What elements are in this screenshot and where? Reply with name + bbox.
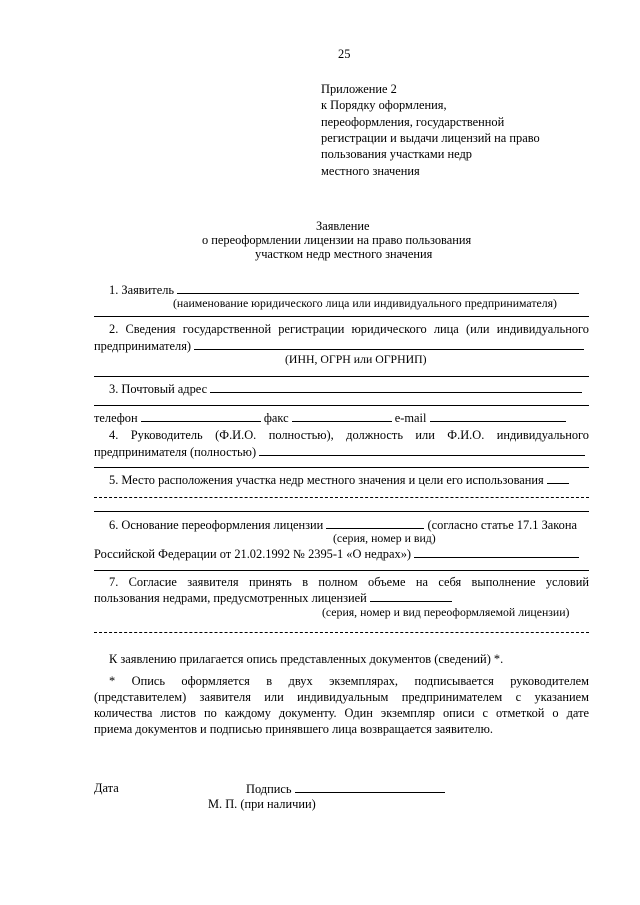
divider-line — [94, 316, 589, 317]
applicant-caption: (наименование юридического лица или индивидуального предпринимателя) — [173, 296, 557, 310]
email-input-line[interactable] — [430, 410, 566, 422]
divider-line — [94, 632, 589, 633]
location-label: 5. Место расположения участка недр местного значения и цели его использования — [109, 473, 544, 487]
location-field[interactable] — [109, 472, 569, 487]
page-number: 25 — [338, 47, 351, 61]
applicant-label: 1. Заявитель — [109, 283, 175, 297]
contacts-row — [94, 410, 566, 425]
registration-field[interactable] — [94, 338, 584, 353]
consent-caption: (серия, номер и вид переоформляемой лицензии) — [322, 605, 570, 619]
phone-label: телефон — [94, 411, 138, 425]
divider-line — [94, 511, 589, 512]
consent-label-cont: пользования недрами, предусмотренных лицензией — [94, 591, 367, 605]
date-label: Дата — [94, 781, 119, 795]
signature-label: Подпись — [246, 782, 292, 796]
applicant-field[interactable] — [109, 282, 579, 297]
manager-field[interactable] — [94, 444, 585, 459]
consent-input-line[interactable] — [370, 590, 452, 602]
basis-field[interactable] — [109, 517, 577, 532]
consent-label: 7. Согласие заявителя принять в полном объеме на себя выполнение условий — [109, 575, 589, 589]
postal-address-input-line[interactable] — [210, 381, 582, 393]
appendix-line: Приложение 2 — [321, 82, 397, 96]
basis-law-field[interactable] — [94, 546, 579, 561]
phone-input-line[interactable] — [141, 410, 261, 422]
divider-line — [94, 405, 589, 406]
applicant-input-line[interactable] — [177, 282, 579, 294]
footnote-line: приема документов и подписью принявшего лица возвращается заявителю. — [94, 722, 493, 736]
basis-caption: (серия, номер и вид) — [333, 531, 436, 545]
basis-law-label: Российской Федерации от 21.02.1992 № 2395-1 «О недрах») — [94, 547, 412, 561]
manager-label-cont: предпринимателя (полностью) — [94, 445, 257, 459]
manager-input-line[interactable] — [259, 444, 585, 456]
fax-label: факс — [263, 411, 289, 425]
signature-input-line[interactable] — [295, 781, 445, 793]
divider-line — [94, 376, 589, 377]
basis-label: 6. Основание переоформления лицензии — [109, 518, 324, 532]
appendix-line: переоформления, государственной — [321, 115, 505, 129]
fax-input-line[interactable] — [292, 410, 392, 422]
attachment-note: К заявлению прилагается опись представленных документов (сведений) *. — [109, 652, 504, 666]
appendix-line: к Порядку оформления, — [321, 98, 447, 112]
divider-line — [94, 467, 589, 468]
basis-law-input-line[interactable] — [414, 546, 579, 558]
appendix-line: пользования участками недр — [321, 147, 472, 161]
registration-label: 2. Сведения государственной регистрации юридического лица (или индивидуального — [109, 322, 589, 336]
registration-input-line[interactable] — [194, 338, 584, 350]
title-line: участком недр местного значения — [255, 247, 433, 261]
basis-suffix: (согласно статье 17.1 Закона — [427, 518, 577, 532]
footnote-line: количества листов по каждому документу. Один экземпляр описи с отметкой о дате — [94, 706, 589, 720]
title-line: о переоформлении лицензии на право пользования — [202, 233, 472, 247]
divider-line — [94, 497, 589, 498]
seal-label: М. П. (при наличии) — [208, 797, 316, 811]
registration-label-cont: предпринимателя) — [94, 339, 192, 353]
footnote-line: (представителем) заявителя или индивидуальным предпринимателем с указанием — [94, 690, 589, 704]
manager-label: 4. Руководитель (Ф.И.О. полностью), должность или Ф.И.О. индивидуального — [109, 428, 589, 442]
basis-input-line[interactable] — [326, 517, 424, 529]
email-label: e-mail — [394, 411, 427, 425]
signature-field[interactable] — [246, 781, 445, 796]
location-input-line[interactable] — [547, 472, 569, 484]
appendix-line: регистрации и выдачи лицензий на право — [321, 131, 540, 145]
postal-address-field[interactable] — [109, 381, 582, 396]
title-line: Заявление — [316, 219, 370, 233]
appendix-line: местного значения — [321, 164, 420, 178]
consent-field[interactable] — [94, 590, 452, 605]
divider-line — [94, 570, 589, 571]
registration-caption: (ИНН, ОГРН или ОГРНИП) — [285, 352, 427, 366]
footnote-line: * Опись оформляется в двух экземплярах, подписывается руководителем — [109, 674, 589, 688]
postal-address-label: 3. Почтовый адрес — [109, 382, 208, 396]
